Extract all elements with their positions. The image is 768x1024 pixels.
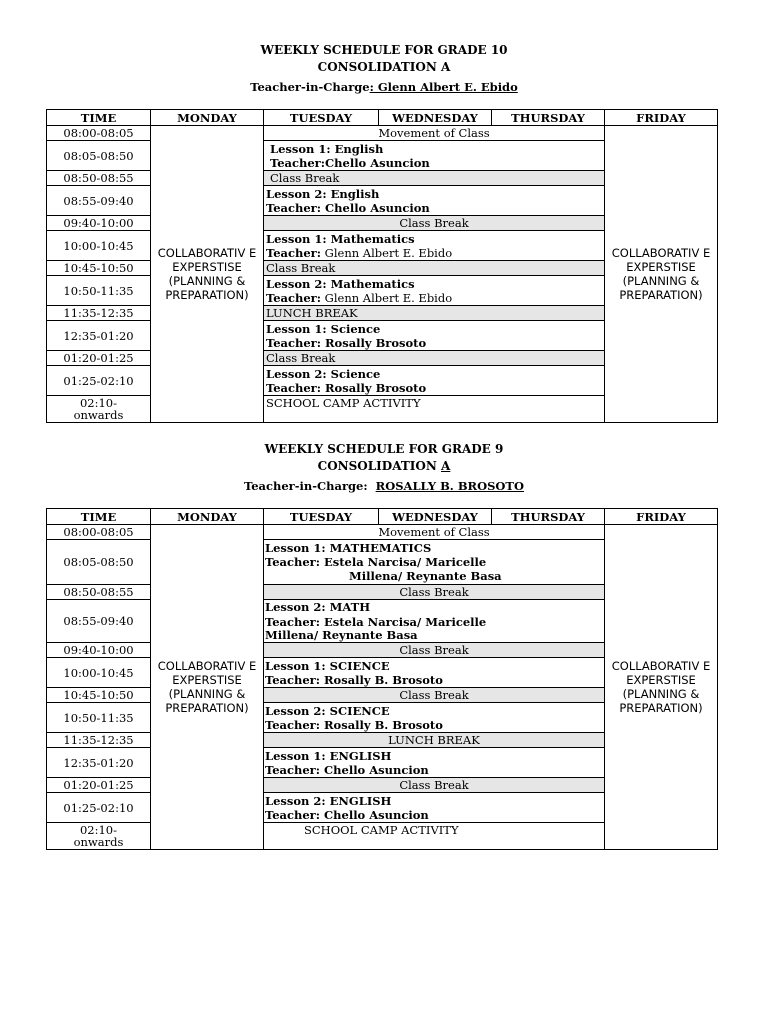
time-cell: 10:45-10:50 (47, 261, 151, 276)
lesson-title: Lesson 2: Mathematics (266, 276, 415, 291)
activity-cell: Movement of Class (264, 525, 605, 540)
lesson-teacher: Teacher: Rosally Brosoto (266, 380, 427, 395)
time-cell: 08:00-08:05 (47, 525, 151, 540)
lesson-cell (264, 600, 605, 643)
lesson-title: Lesson 1: ENGLISH (265, 748, 392, 763)
header-monday: MONDAY (151, 110, 264, 126)
lesson-title: Lesson 2: ENGLISH (265, 793, 392, 808)
lesson-teacher: Teacher: Chello Asuncion (266, 200, 430, 215)
time-cell: 10:45-10:50 (47, 688, 151, 703)
monday-collab-cell: COLLABORATIV E EXPERSTISE (PLANNING & PREPARATION) (151, 126, 264, 423)
teacher-name: Glenn Albert E. Ebido (321, 245, 453, 260)
time-cell: 08:05-08:50 (47, 141, 151, 171)
lesson-teacher: Teacher: Rosally Brosoto (266, 335, 427, 350)
class-break-cell: Class Break (264, 643, 605, 658)
grade10-teacher-label: Teacher-in-Charge (250, 80, 370, 94)
time-cell: 08:00-08:05 (47, 126, 151, 141)
grade10-heading (0, 42, 768, 96)
grade9-schedule-table (46, 508, 718, 850)
time-cell: 01:25-02:10 (47, 793, 151, 823)
time-cell: 08:50-08:55 (47, 171, 151, 186)
grade9-teacher-in-charge (0, 478, 768, 495)
time-cell: 01:20-01:25 (47, 351, 151, 366)
grade9-heading (0, 441, 768, 495)
table-header-row (47, 110, 718, 126)
class-break-cell: Class Break (264, 171, 605, 186)
grade9-subtitle-letter: A (441, 459, 451, 473)
table-row (47, 126, 718, 141)
lesson-title: Lesson 2: SCIENCE (265, 703, 390, 718)
class-break-cell: Class Break (264, 688, 605, 703)
class-break-cell: Class Break (264, 216, 605, 231)
grade10-teacher-in-charge (0, 79, 768, 96)
grade9-subtitle (0, 458, 768, 475)
lesson-title: Lesson 2: English (266, 186, 380, 201)
lesson-cell (264, 186, 605, 216)
lesson-cell (264, 321, 605, 351)
lesson-teacher: Teacher: Estela Narcisa/ Maricelle (265, 555, 487, 569)
grade9-title: WEEKLY SCHEDULE FOR GRADE 9 (264, 442, 504, 456)
grade10-schedule-table (46, 109, 718, 423)
header-friday: FRIDAY (605, 110, 718, 126)
grade9-teacher-label: Teacher-in-Charge: (243, 479, 368, 493)
lesson-cell (264, 748, 605, 778)
lesson-cell (264, 540, 605, 585)
header-wednesday: WEDNESDAY (379, 509, 492, 525)
lesson-teacher: Teacher: Rosally B. Brosoto (265, 717, 443, 732)
class-break-cell: Class Break (264, 585, 605, 600)
time-cell: 10:00-10:45 (47, 231, 151, 261)
header-time: TIME (47, 110, 151, 126)
grade10-title: WEEKLY SCHEDULE FOR GRADE 10 (260, 43, 508, 57)
lesson-teacher-cont: Millena/ Reynante Basa (265, 627, 418, 642)
teacher-label: Teacher: (266, 290, 321, 305)
time-cell: 10:50-11:35 (47, 276, 151, 306)
lesson-cell (264, 793, 605, 823)
time-cell: 11:35-12:35 (47, 733, 151, 748)
teacher-name: Glenn Albert E. Ebido (321, 290, 453, 305)
lesson-title: Lesson 1: MATHEMATICS (265, 541, 432, 555)
time-cell: 08:05-08:50 (47, 540, 151, 585)
header-tuesday: TUESDAY (264, 509, 379, 525)
time-cell (47, 823, 151, 850)
lesson-teacher: Teacher: Rosally B. Brosoto (265, 672, 443, 687)
header-monday: MONDAY (151, 509, 264, 525)
lesson-cell (264, 658, 605, 688)
table-header-row (47, 509, 718, 525)
grade10-teacher-name: : Glenn Albert E. Ebido (369, 80, 518, 94)
activity-cell: Movement of Class (264, 126, 605, 141)
grade9-subtitle-text: CONSOLIDATION (317, 459, 442, 473)
lesson-teacher: Teacher:Chello Asuncion (270, 155, 430, 170)
lesson-cell (264, 703, 605, 733)
lunch-break-cell: LUNCH BREAK (264, 733, 605, 748)
time-cell (47, 396, 151, 423)
lesson-title: Lesson 1: English (270, 141, 384, 156)
header-friday: FRIDAY (605, 509, 718, 525)
class-break-cell: Class Break (264, 351, 605, 366)
header-time: TIME (47, 509, 151, 525)
activity-cell: SCHOOL CAMP ACTIVITY (264, 823, 605, 850)
grade9-teacher-name: ROSALLY B. BROSOTO (375, 479, 525, 493)
header-wednesday: WEDNESDAY (379, 110, 492, 126)
lesson-title: Lesson 2: MATH (265, 599, 371, 614)
time-cell: 10:50-11:35 (47, 703, 151, 733)
class-break-cell: Class Break (264, 261, 605, 276)
time-cell: 08:55-09:40 (47, 600, 151, 643)
time-end: onwards (73, 835, 124, 849)
monday-collab-cell: COLLABORATIV E EXPERSTISE (PLANNING & PREPARATION) (151, 525, 264, 850)
time-cell: 01:20-01:25 (47, 778, 151, 793)
time-cell: 08:50-08:55 (47, 585, 151, 600)
friday-collab-cell: COLLABORATIV E EXPERSTISE (PLANNING & PREPARATION) (605, 525, 718, 850)
lesson-cell (264, 366, 605, 396)
time-cell: 08:55-09:40 (47, 186, 151, 216)
table-row (47, 525, 718, 540)
time-cell: 11:35-12:35 (47, 306, 151, 321)
lesson-teacher (266, 246, 602, 260)
activity-cell: SCHOOL CAMP ACTIVITY (264, 396, 605, 423)
class-break-cell: Class Break (264, 778, 605, 793)
grade10-subtitle: CONSOLIDATION A (317, 60, 451, 74)
lesson-teacher (266, 291, 602, 305)
lesson-title: Lesson 1: Science (266, 321, 381, 336)
lesson-cell (264, 231, 605, 261)
time-cell: 10:00-10:45 (47, 658, 151, 688)
lesson-teacher: Teacher: Chello Asuncion (265, 762, 429, 777)
lunch-break-cell: LUNCH BREAK (264, 306, 605, 321)
header-tuesday: TUESDAY (264, 110, 379, 126)
lesson-cell (264, 141, 605, 171)
lesson-teacher-cont: Millena/ Reynante Basa (349, 569, 502, 583)
lesson-title: Lesson 1: SCIENCE (265, 658, 390, 673)
teacher-label: Teacher: (266, 245, 321, 260)
time-cell: 12:35-01:20 (47, 321, 151, 351)
lesson-teacher: Teacher: Estela Narcisa/ Maricelle (265, 614, 487, 629)
time-start: 02:10- (79, 823, 118, 837)
lesson-cell (264, 276, 605, 306)
lesson-title: Lesson 2: Science (266, 366, 381, 381)
time-start: 02:10- (79, 396, 118, 410)
time-cell: 01:25-02:10 (47, 366, 151, 396)
header-thursday: THURSDAY (492, 509, 605, 525)
time-cell: 12:35-01:20 (47, 748, 151, 778)
time-cell: 09:40-10:00 (47, 216, 151, 231)
friday-collab-cell: COLLABORATIV E EXPERSTISE (PLANNING & PREPARATION) (605, 126, 718, 423)
lesson-teacher: Teacher: Chello Asuncion (265, 807, 429, 822)
time-cell: 09:40-10:00 (47, 643, 151, 658)
lesson-title: Lesson 1: Mathematics (266, 231, 415, 246)
header-thursday: THURSDAY (492, 110, 605, 126)
time-end: onwards (73, 408, 124, 422)
